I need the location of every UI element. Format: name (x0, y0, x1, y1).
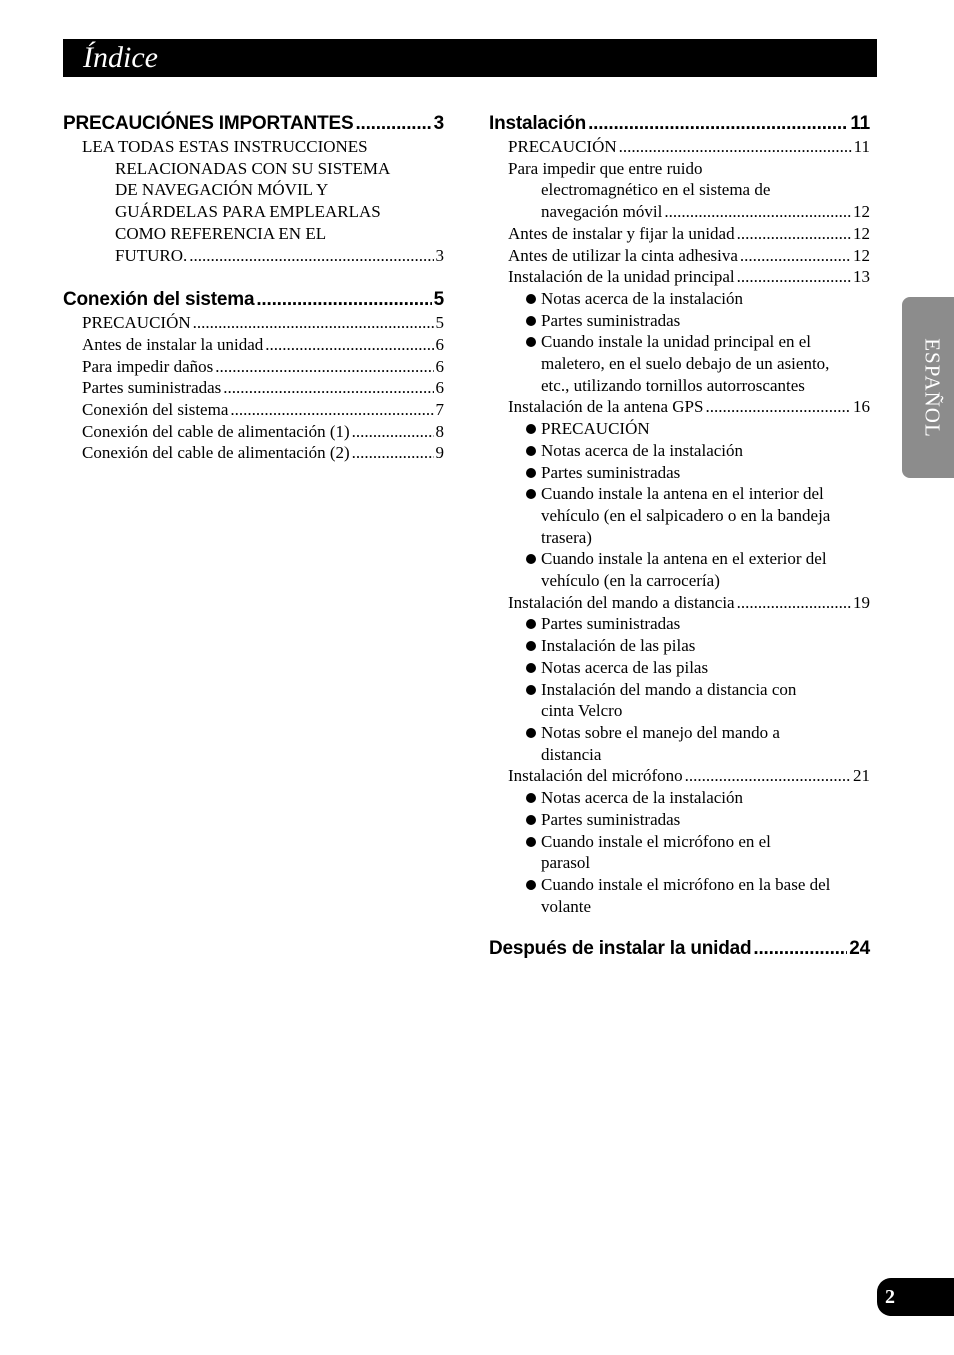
toc-section-precauciones[interactable] (63, 112, 444, 136)
section-page: 11 (850, 113, 870, 134)
section-title: Después de instalar la unidad (489, 938, 752, 960)
toc-bullet[interactable]: Cuando instale la antena en el interior del vehículo (en el salpicadero o en la bandeja trasera) (489, 483, 831, 548)
toc-left-column (63, 112, 444, 464)
section-page: 24 (849, 938, 870, 960)
bullet-dot-icon (526, 641, 536, 651)
section-title: Instalación (489, 113, 587, 134)
bullet-dot-icon (526, 793, 536, 803)
toc-bullet[interactable]: Partes suministradas (489, 310, 870, 332)
toc-entry-text: COMO REFERENCIA EN EL (115, 223, 327, 243)
toc-entry[interactable]: navegación móvil ..... 12 (489, 201, 870, 223)
section-page: 5 (433, 289, 444, 311)
page-number: 2 (885, 1286, 895, 1308)
toc-entry[interactable]: Instalación de la antena GPS ..... 16 (489, 396, 870, 418)
toc-bullet[interactable]: Notas acerca de la instalación (489, 288, 870, 310)
bullet-dot-icon (526, 446, 536, 456)
toc-entry-text: electromagnético en el sistema de (541, 180, 771, 200)
leader-dots (588, 112, 848, 136)
toc-entry[interactable]: PRECAUCIÓN ..... 11 (489, 136, 870, 158)
toc-bullet[interactable]: Notas acerca de las pilas (489, 657, 870, 679)
bullet-dot-icon (526, 880, 536, 890)
toc-bullet[interactable]: PRECAUCIÓN (489, 418, 870, 440)
section-title: Conexión del sistema (63, 289, 255, 311)
leader-dots (355, 112, 431, 136)
toc-bullet[interactable]: Cuando instale la unidad principal en el maletero, en el suelo debajo de un asiento, etc., utilizando tornillos autorroscantes (489, 331, 831, 396)
toc-entry[interactable]: Para impedir daños ..... 6 (63, 356, 444, 378)
toc-bullet[interactable]: Notas acerca de la instalación (489, 787, 870, 809)
bullet-dot-icon (526, 294, 536, 304)
toc-entry-text: RELACIONADAS CON SU SISTEMA (115, 158, 391, 178)
bullet-dot-icon (526, 663, 536, 673)
toc-entry[interactable]: Antes de utilizar la cinta adhesiva ..... 12 (489, 245, 870, 267)
toc-bullet[interactable]: Instalación de las pilas (489, 635, 870, 657)
bullet-dot-icon (526, 685, 536, 695)
bullet-dot-icon (526, 815, 536, 825)
toc-entry[interactable]: Instalación de la unidad principal ..... 13 (489, 266, 870, 288)
toc-section-instalacion[interactable] (489, 112, 870, 136)
toc-entry-text: Para impedir que entre ruido (508, 158, 703, 178)
toc-bullet[interactable]: Partes suministradas (489, 613, 870, 635)
toc-entry-text: GUÁRDELAS PARA EMPLEARLAS (115, 202, 381, 222)
toc-bullet[interactable]: Notas acerca de la instalación (489, 440, 870, 462)
bullet-dot-icon (526, 728, 536, 738)
toc-entry[interactable]: Conexión del cable de alimentación (2) ..... 9 (63, 442, 444, 464)
leader-dots (753, 937, 847, 961)
toc-entry-text: LEA TODAS ESTAS INSTRUCCIONES (82, 137, 368, 156)
bullet-dot-icon (526, 424, 536, 434)
toc-bullet[interactable]: Notas sobre el manejo del mando a distancia (489, 722, 831, 765)
language-tab (902, 297, 954, 478)
bullet-dot-icon (526, 316, 536, 326)
toc-bullet[interactable]: Cuando instale el micrófono en la base del volante (489, 874, 841, 917)
toc-entry[interactable]: Conexión del sistema ..... 7 (63, 399, 444, 421)
toc-bullet[interactable]: Partes suministradas (489, 809, 870, 831)
section-title: PRECAUCIÓNES IMPORTANTES (63, 113, 354, 134)
bullet-dot-icon (526, 554, 536, 564)
bullet-dot-icon (526, 619, 536, 629)
toc-bullet[interactable]: Cuando instale la antena en el exterior del vehículo (en la carrocería) (489, 548, 831, 591)
toc-entry[interactable]: Instalación del micrófono ..... 21 (489, 765, 870, 787)
toc-bullet[interactable]: Instalación del mando a distancia con cinta Velcro (489, 679, 831, 722)
language-tab-label: ESPAÑOL (920, 337, 945, 438)
toc-right-column (489, 112, 870, 961)
toc-entry[interactable]: Partes suministradas ..... 6 (63, 377, 444, 399)
toc-entry[interactable]: Conexión del cable de alimentación (1) ..... 8 (63, 421, 444, 443)
bullet-dot-icon (526, 489, 536, 499)
page-title: Índice (83, 41, 158, 74)
page-number-badge (877, 1278, 954, 1316)
toc-bullet[interactable]: Partes suministradas (489, 462, 870, 484)
section-page: 3 (433, 113, 444, 134)
toc-entry-text: DE NAVEGACIÓN MÓVIL Y (115, 180, 329, 200)
toc-section-despues[interactable] (489, 937, 870, 961)
bullet-dot-icon (526, 337, 536, 347)
title-bar (63, 39, 877, 77)
bullet-dot-icon (526, 468, 536, 478)
toc-entry[interactable]: Instalación del mando a distancia ..... 19 (489, 592, 870, 614)
bullet-dot-icon (526, 837, 536, 847)
toc-section-conexion[interactable] (63, 288, 444, 312)
toc-entry[interactable]: FUTURO. ..... 3 (63, 245, 444, 267)
leader-dots (256, 288, 431, 312)
toc-bullet[interactable]: Cuando instale el micrófono en el parasol (489, 831, 811, 874)
toc-entry[interactable]: Antes de instalar la unidad ..... 6 (63, 334, 444, 356)
toc-entry[interactable]: Antes de instalar y fijar la unidad ..... 12 (489, 223, 870, 245)
toc-entry[interactable]: PRECAUCIÓN ..... 5 (63, 312, 444, 334)
